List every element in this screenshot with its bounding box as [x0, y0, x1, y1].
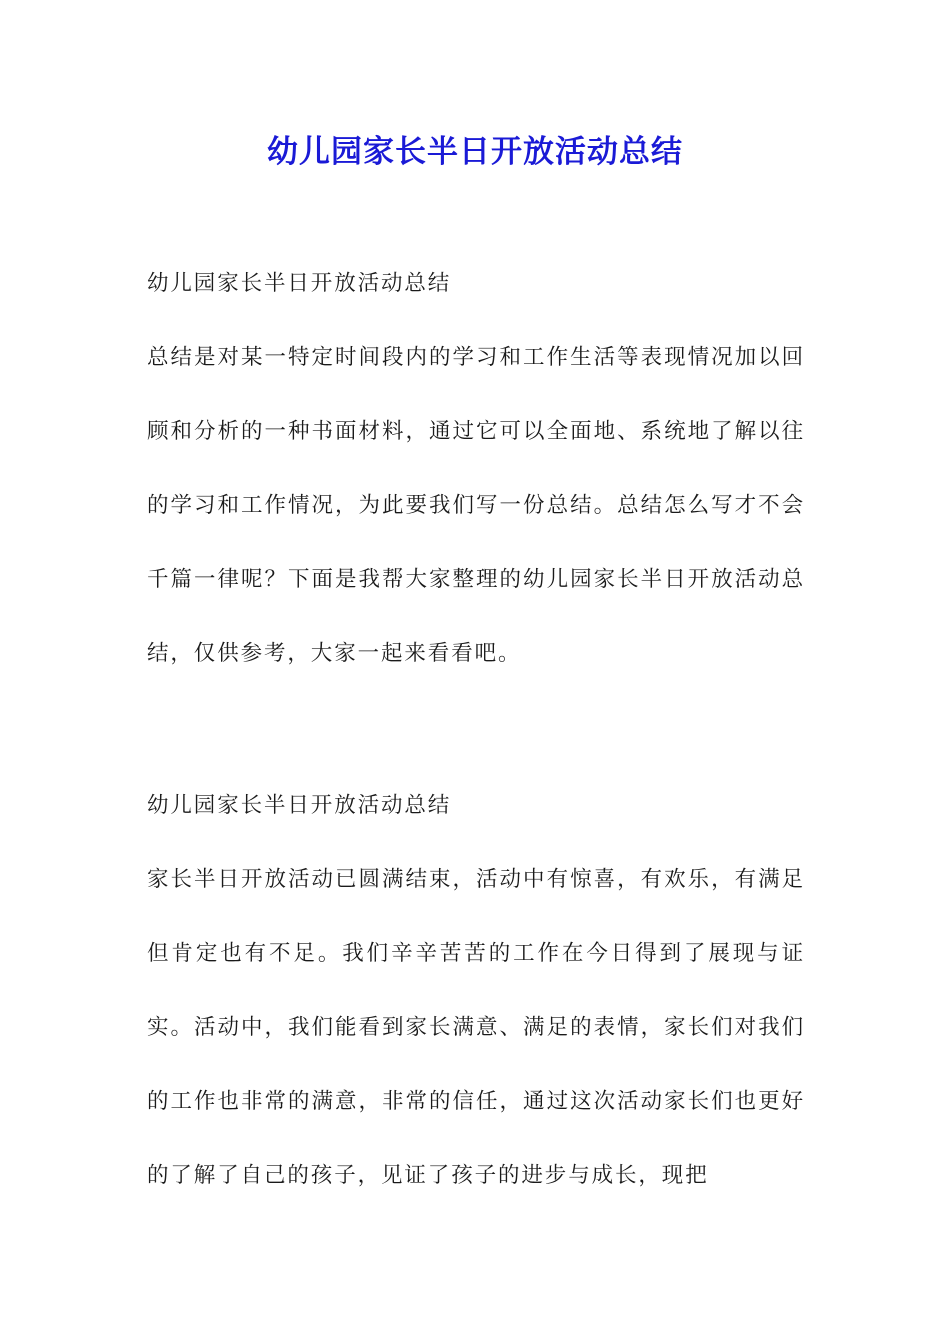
section-paragraph: 家长半日开放活动已圆满结束，活动中有惊喜，有欢乐，有满足但肯定也有不足。我们辛辛苦苦的工作在今日得到了展现与证实。活动中，我们能看到家长满意、满足的表情，家长们对我们的工作也非常的满意，非常的信任，通过这次活动家长们也更好的了解了自己的孩子，见证了孩子的进步与成长，现把 [147, 867, 805, 1188]
document-title: 幼儿园家长半日开放活动总结 [267, 134, 683, 170]
section-paragraph: 总结是对某一特定时间段内的学习和工作生活等表现情况加以回顾和分析的一种书面材料，通过它可以全面地、系统地了解以往的学习和工作情况，为此要我们写一份总结。总结怎么写才不会千篇一律呢？下面是我帮大家整理的幼儿园家长半日开放活动总结，仅供参考，大家一起来看看吧。 [147, 345, 805, 666]
section-heading: 幼儿园家长半日开放活动总结 [147, 793, 452, 818]
section-heading: 幼儿园家长半日开放活动总结 [147, 271, 452, 296]
